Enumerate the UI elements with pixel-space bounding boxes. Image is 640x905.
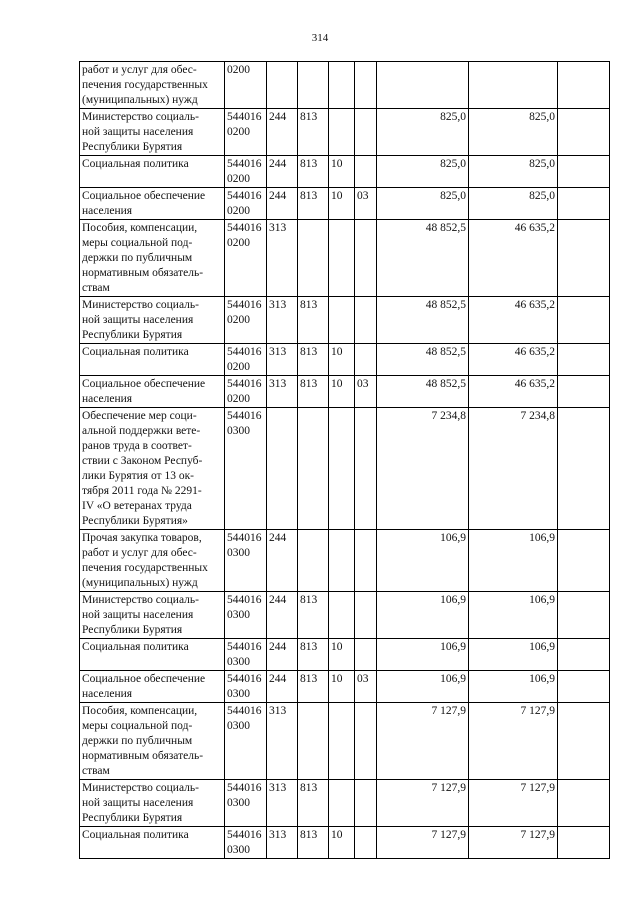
section-code: 10	[329, 827, 355, 859]
table-row	[80, 297, 610, 344]
extra-cell	[558, 62, 610, 109]
ministry-code: 813	[298, 376, 329, 408]
ministry-code: 813	[298, 827, 329, 859]
expense-type: 244	[267, 530, 298, 592]
subsection-code	[355, 156, 377, 188]
ministry-code: 813	[298, 671, 329, 703]
amount-1: 7 127,9	[377, 703, 469, 780]
extra-cell	[558, 188, 610, 220]
row-name: Министерство социаль- ной защиты населения Республики Бурятия	[80, 592, 225, 639]
subsection-code	[355, 297, 377, 344]
amount-2: 46 635,2	[469, 344, 558, 376]
extra-cell	[558, 671, 610, 703]
table-row	[80, 109, 610, 156]
target-code: 544016 0200	[225, 109, 267, 156]
extra-cell	[558, 703, 610, 780]
amount-1: 48 852,5	[377, 376, 469, 408]
amount-1: 7 127,9	[377, 780, 469, 827]
table-row	[80, 188, 610, 220]
table-body	[80, 62, 610, 859]
ministry-code: 813	[298, 592, 329, 639]
extra-cell	[558, 109, 610, 156]
extra-cell	[558, 156, 610, 188]
ministry-code: 813	[298, 780, 329, 827]
amount-2: 825,0	[469, 156, 558, 188]
expense-type: 244	[267, 156, 298, 188]
subsection-code: 03	[355, 188, 377, 220]
extra-cell	[558, 376, 610, 408]
table-row	[80, 408, 610, 530]
budget-table	[79, 61, 610, 859]
target-code: 544016 0300	[225, 671, 267, 703]
section-code: 10	[329, 639, 355, 671]
row-name: Социальная политика	[80, 827, 225, 859]
amount-1: 106,9	[377, 671, 469, 703]
ministry-code: 813	[298, 109, 329, 156]
amount-2	[469, 62, 558, 109]
row-name: Министерство социаль- ной защиты населения Республики Бурятия	[80, 297, 225, 344]
expense-type: 313	[267, 220, 298, 297]
page-number: 314	[311, 32, 329, 44]
amount-1: 48 852,5	[377, 220, 469, 297]
expense-type: 313	[267, 703, 298, 780]
section-code: 10	[329, 188, 355, 220]
amount-1: 48 852,5	[377, 297, 469, 344]
target-code: 544016 0300	[225, 703, 267, 780]
target-code: 544016 0200	[225, 188, 267, 220]
subsection-code	[355, 220, 377, 297]
target-code: 544016 0200	[225, 156, 267, 188]
amount-1: 7 127,9	[377, 827, 469, 859]
subsection-code	[355, 703, 377, 780]
expense-type: 313	[267, 376, 298, 408]
expense-type: 244	[267, 671, 298, 703]
extra-cell	[558, 780, 610, 827]
expense-type	[267, 408, 298, 530]
table-row	[80, 156, 610, 188]
amount-2: 46 635,2	[469, 376, 558, 408]
section-code	[329, 780, 355, 827]
target-code: 544016 0200	[225, 297, 267, 344]
expense-type: 313	[267, 344, 298, 376]
row-name: Социальное обеспечение населения	[80, 671, 225, 703]
amount-2: 46 635,2	[469, 297, 558, 344]
section-code	[329, 408, 355, 530]
extra-cell	[558, 639, 610, 671]
row-name: Социальное обеспечение населения	[80, 188, 225, 220]
section-code: 10	[329, 376, 355, 408]
ministry-code	[298, 530, 329, 592]
extra-cell	[558, 592, 610, 639]
section-code: 10	[329, 156, 355, 188]
amount-1: 106,9	[377, 592, 469, 639]
amount-1: 106,9	[377, 639, 469, 671]
amount-1: 106,9	[377, 530, 469, 592]
expense-type: 313	[267, 297, 298, 344]
extra-cell	[558, 530, 610, 592]
row-name: Социальное обеспечение населения	[80, 376, 225, 408]
extra-cell	[558, 344, 610, 376]
subsection-code	[355, 109, 377, 156]
section-code	[329, 530, 355, 592]
amount-2: 7 127,9	[469, 827, 558, 859]
amount-2: 7 234,8	[469, 408, 558, 530]
row-name: Прочая закупка товаров, работ и услуг для обес- печения государственных (муниципальных) нужд	[80, 530, 225, 592]
expense-type	[267, 62, 298, 109]
row-name: Социальная политика	[80, 156, 225, 188]
section-code	[329, 220, 355, 297]
subsection-code	[355, 780, 377, 827]
target-code: 544016 0300	[225, 827, 267, 859]
section-code	[329, 109, 355, 156]
table-row	[80, 639, 610, 671]
target-code: 544016 0200	[225, 220, 267, 297]
target-code: 544016 0300	[225, 639, 267, 671]
target-code: 0200	[225, 62, 267, 109]
section-code	[329, 703, 355, 780]
subsection-code	[355, 592, 377, 639]
row-name: Пособия, компенсации, меры социальной под- держки по публичным нормативным обязатель- ствам	[80, 220, 225, 297]
section-code: 10	[329, 671, 355, 703]
ministry-code	[298, 408, 329, 530]
row-name: Министерство социаль- ной защиты населения Республики Бурятия	[80, 109, 225, 156]
table-row	[80, 703, 610, 780]
expense-type: 244	[267, 188, 298, 220]
expense-type: 244	[267, 592, 298, 639]
ministry-code	[298, 703, 329, 780]
amount-1: 48 852,5	[377, 344, 469, 376]
amount-2: 46 635,2	[469, 220, 558, 297]
extra-cell	[558, 220, 610, 297]
ministry-code: 813	[298, 297, 329, 344]
subsection-code	[355, 827, 377, 859]
target-code: 544016 0200	[225, 344, 267, 376]
amount-2: 825,0	[469, 188, 558, 220]
target-code: 544016 0300	[225, 408, 267, 530]
row-name: Социальная политика	[80, 639, 225, 671]
table-row	[80, 671, 610, 703]
table-row	[80, 592, 610, 639]
table-row	[80, 62, 610, 109]
target-code: 544016 0300	[225, 780, 267, 827]
ministry-code	[298, 62, 329, 109]
subsection-code	[355, 344, 377, 376]
section-code	[329, 592, 355, 639]
table-row	[80, 220, 610, 297]
section-code	[329, 62, 355, 109]
subsection-code	[355, 530, 377, 592]
row-name: работ и услуг для обес- печения государственных (муниципальных) нужд	[80, 62, 225, 109]
row-name: Обеспечение мер соци- альной поддержки вете- ранов труда в соответ- ствии с Законом Респуб- лики Бурятия от 13 ок- тября 2011 года № 2291- IV «О ветеранах труда Республики Бурятия»	[80, 408, 225, 530]
table-row	[80, 376, 610, 408]
expense-type: 313	[267, 827, 298, 859]
row-name: Министерство социаль- ной защиты населения Республики Бурятия	[80, 780, 225, 827]
target-code: 544016 0300	[225, 530, 267, 592]
amount-1: 7 234,8	[377, 408, 469, 530]
amount-2: 106,9	[469, 530, 558, 592]
amount-1: 825,0	[377, 109, 469, 156]
target-code: 544016 0300	[225, 592, 267, 639]
section-code: 10	[329, 344, 355, 376]
ministry-code: 813	[298, 639, 329, 671]
subsection-code	[355, 639, 377, 671]
amount-2: 7 127,9	[469, 780, 558, 827]
subsection-code	[355, 62, 377, 109]
table-row	[80, 344, 610, 376]
amount-1: 825,0	[377, 188, 469, 220]
table-row	[80, 780, 610, 827]
expense-type: 313	[267, 780, 298, 827]
row-name: Социальная политика	[80, 344, 225, 376]
amount-2: 106,9	[469, 592, 558, 639]
amount-2: 106,9	[469, 639, 558, 671]
amount-1: 825,0	[377, 156, 469, 188]
ministry-code	[298, 220, 329, 297]
ministry-code: 813	[298, 156, 329, 188]
section-code	[329, 297, 355, 344]
target-code: 544016 0200	[225, 376, 267, 408]
ministry-code: 813	[298, 188, 329, 220]
table-row	[80, 827, 610, 859]
extra-cell	[558, 827, 610, 859]
expense-type: 244	[267, 639, 298, 671]
subsection-code: 03	[355, 376, 377, 408]
expense-type: 244	[267, 109, 298, 156]
amount-1	[377, 62, 469, 109]
amount-2: 825,0	[469, 109, 558, 156]
amount-2: 106,9	[469, 671, 558, 703]
table-row	[80, 530, 610, 592]
subsection-code: 03	[355, 671, 377, 703]
subsection-code	[355, 408, 377, 530]
extra-cell	[558, 297, 610, 344]
amount-2: 7 127,9	[469, 703, 558, 780]
row-name: Пособия, компенсации, меры социальной под- держки по публичным нормативным обязатель- ствам	[80, 703, 225, 780]
ministry-code: 813	[298, 344, 329, 376]
extra-cell	[558, 408, 610, 530]
